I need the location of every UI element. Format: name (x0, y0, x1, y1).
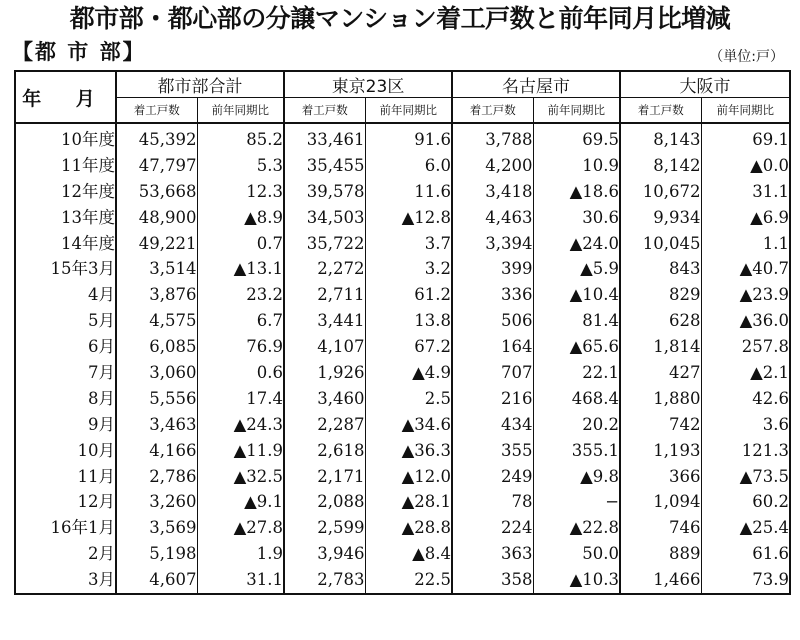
starts-cell: 399 (452, 256, 533, 282)
yoy-change-cell: 6.0 (365, 153, 452, 179)
yoy-change-cell: 0.6 (197, 360, 284, 386)
starts-cell: 4,463 (452, 205, 533, 231)
table-row (15, 205, 790, 231)
yoy-change-cell: 2.5 (365, 386, 452, 412)
row-label: 5月 (15, 308, 116, 334)
yoy-change-cell: 17.4 (197, 386, 284, 412)
starts-cell: 427 (620, 360, 701, 386)
starts-cell: 3,260 (116, 489, 197, 515)
row-label: 11月 (15, 464, 116, 490)
starts-cell: 1,880 (620, 386, 701, 412)
year-month-header: 年 月 (15, 71, 116, 123)
starts-cell: 45,392 (116, 123, 197, 153)
unit-label: （単位:戸） (709, 49, 784, 65)
yoy-change-cell: 69.5 (533, 123, 620, 153)
starts-cell: 355 (452, 438, 533, 464)
group-header-nagoya: 名古屋市 (452, 71, 620, 98)
yoy-change-cell: ▲2.1 (701, 360, 790, 386)
yoy-change-cell: 5.3 (197, 153, 284, 179)
yoy-change-cell: ▲24.0 (533, 231, 620, 257)
row-label: 10月 (15, 438, 116, 464)
starts-cell: 249 (452, 464, 533, 490)
starts-cell: 34,503 (284, 205, 365, 231)
sub-header-starts: 着工戸数 (116, 98, 197, 124)
starts-cell: 3,569 (116, 515, 197, 541)
row-label: 13年度 (15, 205, 116, 231)
table-row (15, 567, 790, 594)
starts-cell: 506 (452, 308, 533, 334)
yoy-change-cell: 121.3 (701, 438, 790, 464)
table-row (15, 360, 790, 386)
yoy-change-cell: 12.3 (197, 179, 284, 205)
starts-cell: 1,094 (620, 489, 701, 515)
row-label: 7月 (15, 360, 116, 386)
row-label: 11年度 (15, 153, 116, 179)
starts-cell: 742 (620, 412, 701, 438)
yoy-change-cell: 91.6 (365, 123, 452, 153)
group-header-total: 都市部合計 (116, 71, 284, 98)
yoy-change-cell: ▲9.1 (197, 489, 284, 515)
yoy-change-cell: ▲22.8 (533, 515, 620, 541)
starts-cell: 2,783 (284, 567, 365, 594)
starts-cell: 889 (620, 541, 701, 567)
sub-header-starts: 着工戸数 (620, 98, 701, 124)
yoy-change-cell: ▲4.9 (365, 360, 452, 386)
starts-cell: 4,166 (116, 438, 197, 464)
starts-cell: 2,088 (284, 489, 365, 515)
yoy-change-cell: 67.2 (365, 334, 452, 360)
row-label: 4月 (15, 282, 116, 308)
starts-cell: 2,786 (116, 464, 197, 490)
table-row (15, 282, 790, 308)
sub-header-yoy: 前年同期比 (197, 98, 284, 124)
starts-cell: 746 (620, 515, 701, 541)
yoy-change-cell: 76.9 (197, 334, 284, 360)
yoy-change-cell: ▲10.3 (533, 567, 620, 594)
yoy-change-cell: ▲40.7 (701, 256, 790, 282)
yoy-change-cell: 81.4 (533, 308, 620, 334)
starts-cell: 2,287 (284, 412, 365, 438)
starts-cell: 8,142 (620, 153, 701, 179)
starts-cell: 3,463 (116, 412, 197, 438)
yoy-change-cell: 10.9 (533, 153, 620, 179)
yoy-change-cell: ▲11.9 (197, 438, 284, 464)
yoy-change-cell: 3.6 (701, 412, 790, 438)
yoy-change-cell: 69.1 (701, 123, 790, 153)
group-header-osaka: 大阪市 (620, 71, 790, 98)
yoy-change-cell: 355.1 (533, 438, 620, 464)
sub-header-yoy: 前年同期比 (533, 98, 620, 124)
starts-cell: 3,876 (116, 282, 197, 308)
yoy-change-cell: 31.1 (197, 567, 284, 594)
row-label: 8月 (15, 386, 116, 412)
row-label: 15年3月 (15, 256, 116, 282)
table-row (15, 438, 790, 464)
yoy-change-cell: 1.1 (701, 231, 790, 257)
starts-cell: 829 (620, 282, 701, 308)
starts-cell: 4,607 (116, 567, 197, 594)
starts-cell: 6,085 (116, 334, 197, 360)
starts-cell: 1,814 (620, 334, 701, 360)
starts-cell: 2,599 (284, 515, 365, 541)
starts-cell: 33,461 (284, 123, 365, 153)
yoy-change-cell: ▲32.5 (197, 464, 284, 490)
starts-cell: 366 (620, 464, 701, 490)
starts-cell: 1,926 (284, 360, 365, 386)
table-row (15, 123, 790, 153)
yoy-change-cell: 50.0 (533, 541, 620, 567)
yoy-change-cell: 11.6 (365, 179, 452, 205)
yoy-change-cell: 61.2 (365, 282, 452, 308)
starts-cell: 2,171 (284, 464, 365, 490)
starts-cell: 4,107 (284, 334, 365, 360)
starts-cell: 35,455 (284, 153, 365, 179)
table-row (15, 464, 790, 490)
row-label: 16年1月 (15, 515, 116, 541)
table-row (15, 179, 790, 205)
yoy-change-cell: 257.8 (701, 334, 790, 360)
yoy-change-cell: 42.6 (701, 386, 790, 412)
starts-cell: 3,514 (116, 256, 197, 282)
starts-cell: 1,193 (620, 438, 701, 464)
starts-cell: 363 (452, 541, 533, 567)
yoy-change-cell: ▲23.9 (701, 282, 790, 308)
yoy-change-cell: ▲9.8 (533, 464, 620, 490)
yoy-change-cell: ▲8.9 (197, 205, 284, 231)
yoy-change-cell: − (533, 489, 620, 515)
starts-cell: 9,934 (620, 205, 701, 231)
table-row (15, 489, 790, 515)
yoy-change-cell: 13.8 (365, 308, 452, 334)
table-row (15, 541, 790, 567)
table-row (15, 256, 790, 282)
starts-cell: 48,900 (116, 205, 197, 231)
yoy-change-cell: ▲28.1 (365, 489, 452, 515)
section-label: 【都 市 部】 (12, 40, 146, 64)
row-label: 14年度 (15, 231, 116, 257)
starts-cell: 216 (452, 386, 533, 412)
sub-header-starts: 着工戸数 (284, 98, 365, 124)
starts-cell: 3,441 (284, 308, 365, 334)
yoy-change-cell: ▲10.4 (533, 282, 620, 308)
starts-cell: 2,618 (284, 438, 365, 464)
starts-cell: 5,198 (116, 541, 197, 567)
document-title: 都市部・都心部の分譲マンション着工戸数と前年同月比増減 (69, 4, 731, 33)
yoy-change-cell: 468.4 (533, 386, 620, 412)
yoy-change-cell: ▲5.9 (533, 256, 620, 282)
yoy-change-cell: 22.1 (533, 360, 620, 386)
yoy-change-cell: ▲73.5 (701, 464, 790, 490)
table-row (15, 334, 790, 360)
yoy-change-cell: 30.6 (533, 205, 620, 231)
starts-cell: 358 (452, 567, 533, 594)
group-header-tokyo23: 東京23区 (284, 71, 452, 98)
starts-cell: 1,466 (620, 567, 701, 594)
table-row (15, 412, 790, 438)
starts-cell: 53,668 (116, 179, 197, 205)
table-body (15, 123, 790, 594)
starts-cell: 628 (620, 308, 701, 334)
row-label: 3月 (15, 567, 116, 594)
yoy-change-cell: 73.9 (701, 567, 790, 594)
table-row (15, 515, 790, 541)
yoy-change-cell: 0.7 (197, 231, 284, 257)
sub-header-yoy: 前年同期比 (701, 98, 790, 124)
yoy-change-cell: 61.6 (701, 541, 790, 567)
yoy-change-cell: ▲13.1 (197, 256, 284, 282)
yoy-change-cell: ▲8.4 (365, 541, 452, 567)
row-label: 6月 (15, 334, 116, 360)
yoy-change-cell: 1.9 (197, 541, 284, 567)
yoy-change-cell: ▲12.8 (365, 205, 452, 231)
starts-cell: 2,711 (284, 282, 365, 308)
sub-header-starts: 着工戸数 (452, 98, 533, 124)
yoy-change-cell: ▲28.8 (365, 515, 452, 541)
yoy-change-cell: 60.2 (701, 489, 790, 515)
starts-cell: 434 (452, 412, 533, 438)
table-row (15, 308, 790, 334)
row-label: 9月 (15, 412, 116, 438)
starts-cell: 4,575 (116, 308, 197, 334)
starts-cell: 2,272 (284, 256, 365, 282)
yoy-change-cell: ▲36.0 (701, 308, 790, 334)
starts-cell: 3,418 (452, 179, 533, 205)
starts-cell: 10,672 (620, 179, 701, 205)
starts-cell: 224 (452, 515, 533, 541)
yoy-change-cell: ▲0.0 (701, 153, 790, 179)
yoy-change-cell: ▲36.3 (365, 438, 452, 464)
starts-cell: 47,797 (116, 153, 197, 179)
starts-cell: 4,200 (452, 153, 533, 179)
starts-cell: 49,221 (116, 231, 197, 257)
yoy-change-cell: 6.7 (197, 308, 284, 334)
yoy-change-cell: 85.2 (197, 123, 284, 153)
starts-cell: 5,556 (116, 386, 197, 412)
starts-cell: 707 (452, 360, 533, 386)
yoy-change-cell: 3.7 (365, 231, 452, 257)
yoy-change-cell: 31.1 (701, 179, 790, 205)
starts-cell: 843 (620, 256, 701, 282)
yoy-change-cell: ▲34.6 (365, 412, 452, 438)
yoy-change-cell: 23.2 (197, 282, 284, 308)
starts-cell: 39,578 (284, 179, 365, 205)
starts-cell: 3,460 (284, 386, 365, 412)
table-row (15, 231, 790, 257)
starts-cell: 3,946 (284, 541, 365, 567)
row-label: 10年度 (15, 123, 116, 153)
starts-cell: 3,788 (452, 123, 533, 153)
starts-cell: 10,045 (620, 231, 701, 257)
yoy-change-cell: ▲27.8 (197, 515, 284, 541)
yoy-change-cell: 20.2 (533, 412, 620, 438)
yoy-change-cell: ▲18.6 (533, 179, 620, 205)
table-row (15, 386, 790, 412)
yoy-change-cell: ▲65.6 (533, 334, 620, 360)
starts-cell: 35,722 (284, 231, 365, 257)
row-label: 12年度 (15, 179, 116, 205)
yoy-change-cell: ▲25.4 (701, 515, 790, 541)
yoy-change-cell: ▲6.9 (701, 205, 790, 231)
table-row (15, 153, 790, 179)
starts-cell: 336 (452, 282, 533, 308)
starts-cell: 8,143 (620, 123, 701, 153)
data-table (14, 70, 791, 595)
starts-cell: 78 (452, 489, 533, 515)
starts-cell: 3,060 (116, 360, 197, 386)
yoy-change-cell: ▲12.0 (365, 464, 452, 490)
row-label: 12月 (15, 489, 116, 515)
sub-header-yoy: 前年同期比 (365, 98, 452, 124)
yoy-change-cell: 3.2 (365, 256, 452, 282)
starts-cell: 164 (452, 334, 533, 360)
yoy-change-cell: ▲24.3 (197, 412, 284, 438)
starts-cell: 3,394 (452, 231, 533, 257)
yoy-change-cell: 22.5 (365, 567, 452, 594)
row-label: 2月 (15, 541, 116, 567)
